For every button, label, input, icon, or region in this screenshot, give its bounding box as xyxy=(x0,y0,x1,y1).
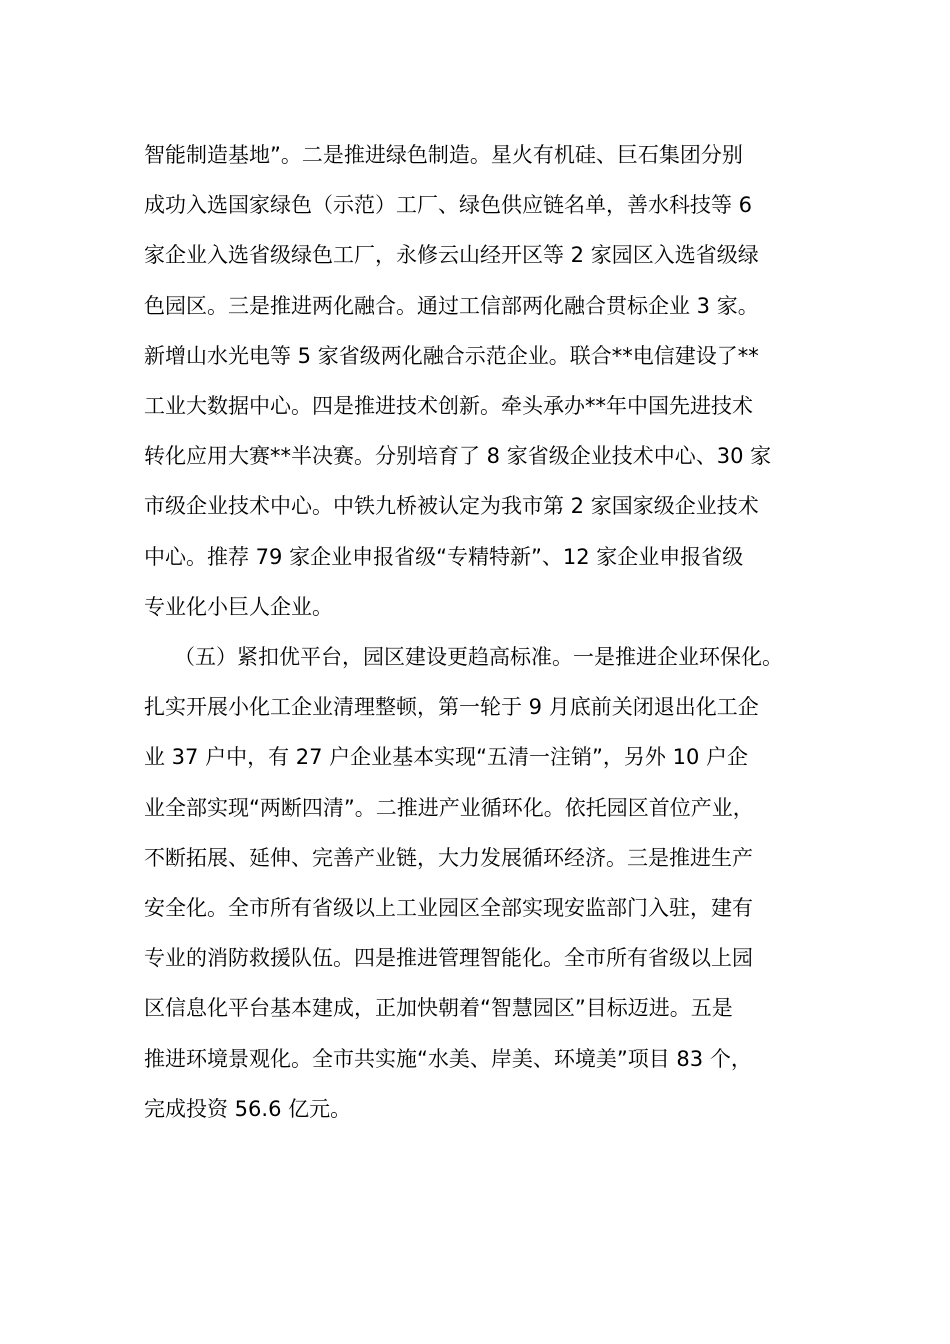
text-line: 成功入选国家绿色（示范）工厂、绿色供应链名单，善水科技等 6 xyxy=(144,193,753,218)
text-line: 中心。推荐 79 家企业申报省级“专精特新”、12 家企业申报省级 xyxy=(144,544,744,569)
text-line: 业 37 户中，有 27 户企业基本实现“五清一注销”，另外 10 户企 xyxy=(144,745,748,770)
text-line: 色园区。三是推进两化融合。通过工信部两化融合贯标企业 3 家。 xyxy=(144,293,759,318)
text-line: 专业化小巨人企业。 xyxy=(144,594,333,619)
text-line: 安全化。全市所有省级以上工业园区全部实现安监部门入驻，建有 xyxy=(144,895,753,920)
text-line: 市级企业技术中心。中铁九桥被认定为我市第 2 家国家级企业技术 xyxy=(144,494,759,519)
text-line: 专业的消防救援队伍。四是推进管理智能化。全市所有省级以上园 xyxy=(144,946,753,971)
text-line: 新增山水光电等 5 家省级两化融合示范企业。联合**电信建设了** xyxy=(144,343,759,368)
text-line: 智能制造基地”。二是推进绿色制造。星火有机硅、巨石集团分别 xyxy=(144,143,743,167)
text-line: 区信息化平台基本建成，正加快朝着“智慧园区”目标迈进。五是 xyxy=(144,996,733,1021)
text-line: 扎实开展小化工企业清理整顿，第一轮于 9 月底前关闭退出化工企 xyxy=(144,695,759,720)
paragraph-park-platform xyxy=(144,632,824,1134)
text-line: 不断拓展、延伸、完善产业链，大力发展循环经济。三是推进生产 xyxy=(144,845,753,870)
text-line: 业全部实现“两断四清”。二推进产业循环化。依托园区首位产业， xyxy=(144,795,754,820)
text-line: 转化应用大赛**半决赛。分别培育了 8 家省级企业技术中心、30 家 xyxy=(144,444,772,469)
text-line: 完成投资 56.6 亿元。 xyxy=(144,1096,352,1121)
text-line: 推进环境景观化。全市共实施“水美、岸美、环境美”项目 83 个， xyxy=(144,1046,752,1071)
text-line: 家企业入选省级绿色工厂，永修云山经开区等 2 家园区入选省级绿 xyxy=(144,243,759,268)
section-heading-line: （五）紧扣优平台，园区建设更趋高标准。一是推进企业环保化。 xyxy=(174,645,783,669)
text-line: 工业大数据中心。四是推进技术创新。牵头承办**年中国先进技术 xyxy=(144,393,753,418)
paragraph-industrial-upgrade xyxy=(144,130,824,632)
